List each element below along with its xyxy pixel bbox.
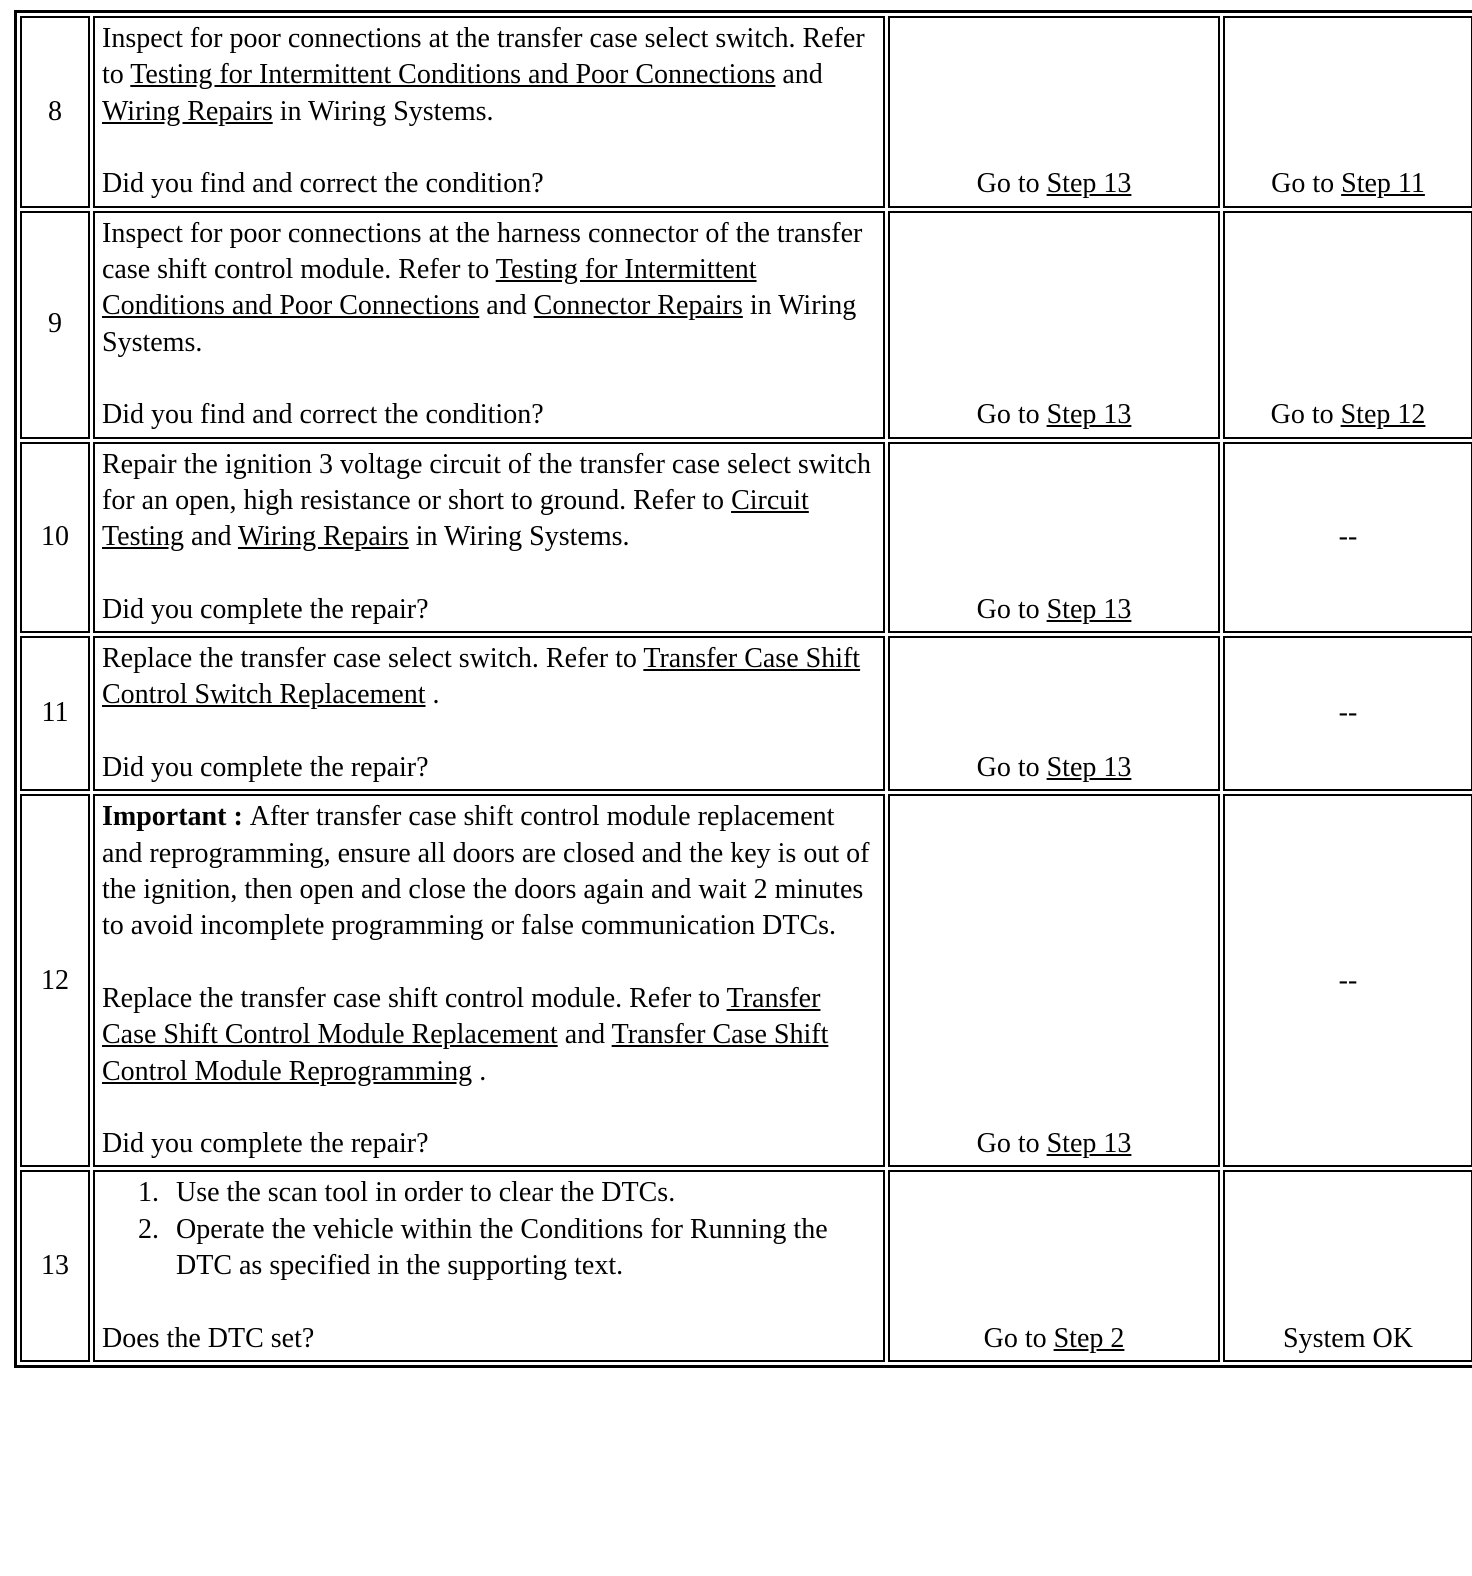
yes-action-cell [888,211,1220,439]
action-cell [93,1170,885,1362]
text: in Wiring Systems. [272,95,494,127]
text: Replace the transfer case select switch. Refer to [102,643,644,675]
yes-action-cell [888,794,1220,1167]
text: Inspect for poor connections at the harness connector of the transfer case shift control module. Refer to [102,217,863,285]
text: Inspect for poor connections at the transfer case select switch. Refer to [102,23,865,91]
text: Go to [976,751,1047,783]
text: in Wiring Systems. [102,290,857,358]
text: and [479,290,534,322]
doc-link[interactable]: Testing for Intermittent Conditions and Poor Connections [102,253,757,322]
doc-link[interactable]: Step 11 [1341,168,1425,200]
action-text [102,799,876,945]
yes-action-cell [888,442,1220,634]
text: Go to [983,1322,1054,1354]
yes-action-cell [888,16,1220,208]
table-row-step-12 [20,794,1472,1167]
text: Go to [976,168,1047,200]
table-row-step-8 [20,16,1472,208]
text: Replace the transfer case shift control module. Refer to [102,982,727,1014]
step-number: 8 [20,16,90,208]
doc-link[interactable]: Step 2 [1053,1322,1125,1354]
text: -- [1338,964,1358,996]
text: Go to [976,1127,1047,1159]
bold-text: Important : [102,801,250,833]
no-action-cell [1223,794,1472,1167]
text: -- [1338,521,1358,553]
question-text [102,166,876,202]
yes-action-cell [888,1170,1220,1362]
question-text [102,397,876,433]
action-text [102,641,876,714]
instruction-list [102,1175,876,1284]
table-row-step-13 [20,1170,1472,1362]
yes-action-cell [888,636,1220,791]
doc-link[interactable]: Wiring Repairs [102,95,273,127]
text: Did you find and correct the condition? [102,168,544,200]
text: and [184,521,238,553]
doc-link[interactable]: Transfer Case Shift Control Module Reprogramming [102,1019,829,1087]
action-cell [93,16,885,208]
text: Does the DTC set? [102,1322,315,1354]
doc-link[interactable]: Testing for Intermittent Conditions and Poor Connections [130,59,776,91]
text: System OK [1283,1322,1413,1354]
text: Did you find and correct the condition? [102,399,544,431]
step-number: 9 [20,211,90,439]
no-action-cell [1223,1170,1472,1362]
action-text [102,981,876,1090]
doc-link[interactable]: Transfer Case Shift Control Switch Replacement [102,643,861,711]
no-action-cell [1223,636,1472,791]
table-row-step-9 [20,211,1472,439]
table-row-step-11 [20,636,1472,791]
action-cell [93,211,885,439]
action-cell [93,794,885,1167]
question-text [102,1126,876,1162]
text: Go to [976,399,1047,431]
question-text [102,1321,876,1357]
step-number: 10 [20,442,90,634]
doc-link[interactable]: Step 12 [1340,399,1426,431]
diagnostic-table-body [20,16,1472,1362]
doc-link[interactable]: Step 13 [1046,168,1132,200]
text: Did you complete the repair? [102,1127,429,1159]
no-action-cell [1223,211,1472,439]
action-text [102,21,876,130]
text: Go to [976,593,1047,625]
instruction-item: 2. Operate the vehicle within the Conditions for Running the DTC as specified in the supporting text. [166,1212,876,1285]
text: Did you complete the repair? [102,751,429,783]
text: After transfer case shift control module replacement and reprogramming, ensure all doors are closed and the key is out of the ignition, then open and close the doors again and wait 2 minutes to avoid incomplete programming or false communication DTCs. [102,801,870,942]
text: -- [1338,697,1358,729]
text: in Wiring Systems. [408,521,630,553]
doc-link[interactable]: Step 13 [1046,1127,1132,1159]
text: Repair the ignition 3 voltage circuit of the transfer case select switch for an open, high resistance or short to ground. Refer to [102,448,871,516]
diagnostic-table [14,10,1472,1368]
doc-link[interactable]: Wiring Repairs [237,521,409,553]
text: . [472,1055,487,1087]
doc-link[interactable]: Step 13 [1046,399,1132,431]
question-text [102,592,876,628]
step-number: 13 [20,1170,90,1362]
instruction-item: 1. Use the scan tool in order to clear the DTCs. [166,1175,876,1211]
question-text [102,750,876,786]
step-number: 12 [20,794,90,1167]
action-cell [93,636,885,791]
doc-link[interactable]: Step 13 [1046,751,1132,783]
action-text [102,447,876,556]
step-number: 11 [20,636,90,791]
text: and [775,59,823,91]
doc-link[interactable]: Step 13 [1046,593,1132,625]
text: and [557,1019,612,1051]
doc-link[interactable]: Transfer Case Shift Control Module Replacement [102,982,821,1051]
text: Go to [1271,168,1342,200]
action-cell [93,442,885,634]
no-action-cell [1223,16,1472,208]
doc-link[interactable]: Connector Repairs [533,290,743,322]
doc-link[interactable]: Circuit Testing [102,484,809,553]
text: Go to [1270,399,1341,431]
table-row-step-10 [20,442,1472,634]
text: Did you complete the repair? [102,593,429,625]
text: . [425,679,440,711]
action-text [102,216,876,362]
no-action-cell [1223,442,1472,634]
